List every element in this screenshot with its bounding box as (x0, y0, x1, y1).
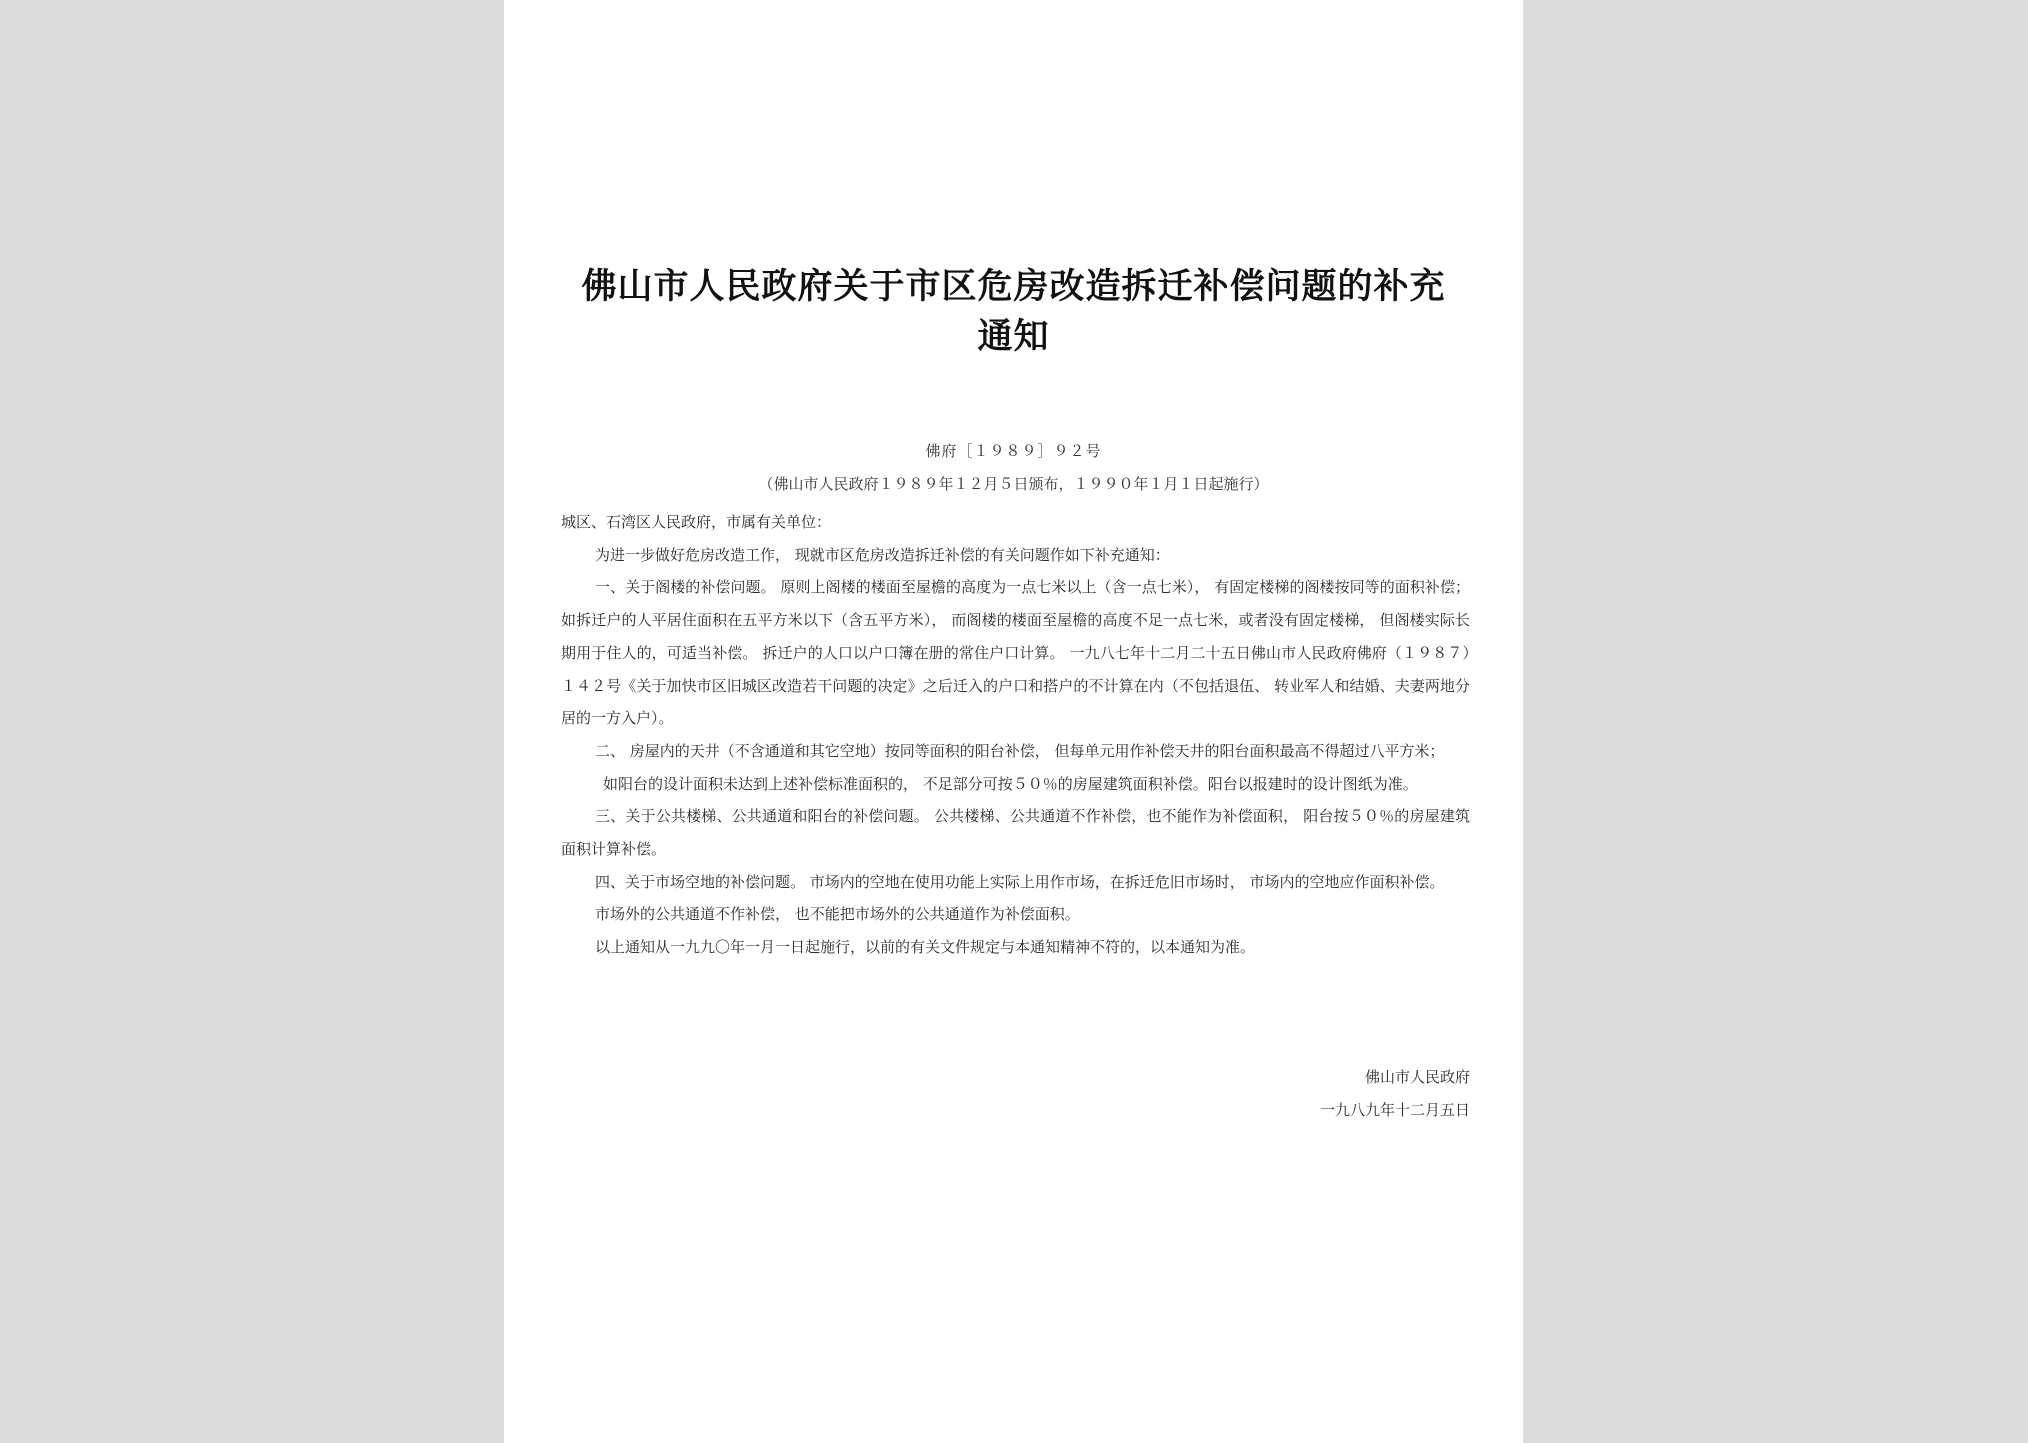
paragraph-4-sub: 市场外的公共通道不作补偿， 也不能把市场外的公共通道作为补偿面积。 (595, 905, 1080, 924)
paragraph-4: 四、关于市场空地的补偿问题。 市场内的空地在使用功能上实际上用作市场，在拆迁危旧市场时， 市场内的空地应作面积补偿。 (595, 872, 1445, 891)
issue-info: （佛山市人民政府１９８９年１２月５日颁布，１９９０年１月１日起施行） (758, 475, 1269, 493)
title-line-2: 通知 (977, 317, 1050, 357)
signature-date: 一九八九年十二月五日 (1319, 1101, 1470, 1119)
salutation: 城区、石湾区人民政府，市属有关单位： (561, 513, 832, 531)
paragraph-1: 一、关于阁楼的补偿问题。 原则上阁楼的楼面至屋檐的高度为一点七米以上（含一点七米）， 有固定楼梯的阁楼按同等的面积补偿；如拆迁户的人平居住面积在五平方米以下（含五平方米）， 而阁楼的楼面至屋檐的高度不足一点七米，或者没有固定楼梯， 但阁楼实际长期用于住人的，可适当补偿。 拆迁户的人口以户口簿在册的常住户口计算。 一九八七年十二月二十五日佛山市人民政府佛府（１９８７）１４２号《关于加快市区旧城区改造若干问题的决定》之后迁入的户口和搭户的不计算在内（不包括退伍、 转业军人和结婚、夫妻两地分居的一方入户）。 (561, 578, 1470, 728)
paragraph-2: 二、 房屋内的天井（不含通道和其它空地）按同等面积的阳台补偿， 但每单元用作补偿天井的阳台面积最高不得超过八平方米； (595, 741, 1445, 760)
document-title (544, 262, 1483, 362)
document-page (504, 0, 1523, 1443)
paragraph-3: 三、关于公共楼梯、公共通道和阳台的补偿问题。 公共楼梯、公共通道不作补偿，也不能作为补偿面积， 阳台按５０％的房屋建筑面积计算补偿。 (561, 807, 1470, 859)
title-line-1: 佛山市人民政府关于市区危房改造拆迁补偿问题的补充 (581, 267, 1446, 307)
paragraph-intro: 为进一步做好危房改造工作， 现就市区危房改造拆迁补偿的有关问题作如下补充通知： (595, 545, 1170, 564)
paragraph-2-sub: 如阳台的设计面积未达到上述补偿标准面积的， 不足部分可按５０％的房屋建筑面积补偿。阳台以报建时的设计图纸为准。 (603, 774, 1418, 793)
document-body (561, 506, 1470, 964)
signature-organization: 佛山市人民政府 (1364, 1068, 1470, 1086)
paragraph-closing: 以上通知从一九九〇年一月一日起施行，以前的有关文件规定与本通知精神不符的，以本通知为准。 (595, 938, 1256, 957)
document-number: 佛府［１９８９］９２号 (925, 442, 1102, 460)
